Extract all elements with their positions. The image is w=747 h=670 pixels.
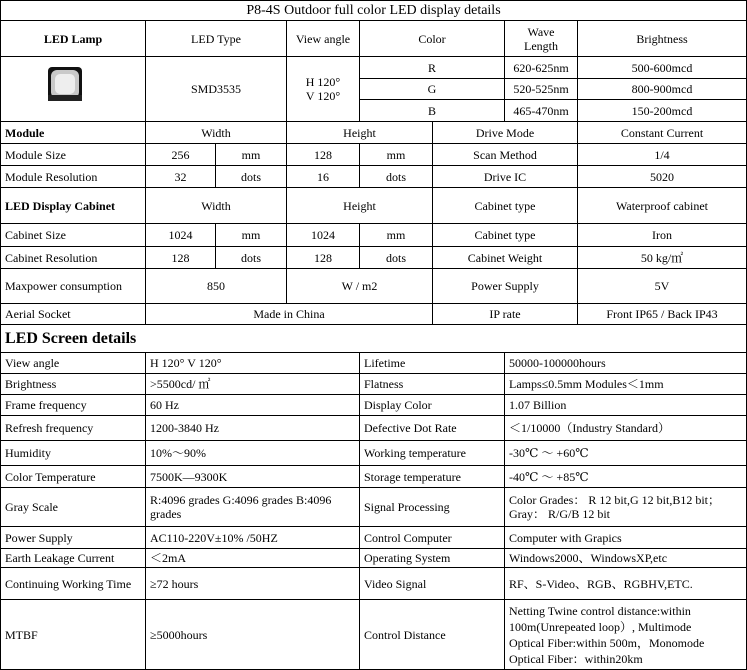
module-size-w: 256 <box>145 143 216 166</box>
power-supply-label: Power Supply <box>432 268 578 304</box>
view-angle-value <box>286 56 360 122</box>
ip-rate-value: Front IP65 / Back IP43 <box>577 303 747 325</box>
cabinet-type-label: Cabinet type <box>432 187 578 224</box>
module-res-w-unit: dots <box>215 165 287 188</box>
cabinet-size-label: Cabinet Size <box>0 223 146 247</box>
screen-power-supply-value: AC110-220V±10% /50HZ <box>145 526 360 549</box>
gray-scale-value <box>145 487 360 527</box>
gray-scale-line1: R:4096 grades G:4096 grades B:4096 <box>150 493 332 507</box>
color-temperature-label: Color Temperature <box>0 465 146 488</box>
lifetime-value: 50000-100000hours <box>504 352 747 374</box>
signal-processing-line2: Gray： R/G/B 12 bit <box>509 507 610 521</box>
display-color-label: Display Color <box>359 394 505 416</box>
module-res-label: Module Resolution <box>0 165 146 188</box>
control-distance-line1: Netting Twine control distance:within <box>509 603 691 618</box>
color-r: R <box>359 56 505 79</box>
storage-temperature-label: Storage temperature <box>359 465 505 488</box>
col-wave-length <box>504 20 578 57</box>
view-angle-label: View angle <box>0 352 146 374</box>
cabinet-width-header: Width <box>145 187 287 224</box>
scan-method-value: 1/4 <box>577 143 747 166</box>
cabinet-size-h: 1024 <box>286 223 360 247</box>
cabinet-size-w: 1024 <box>145 223 216 247</box>
defective-dot-rate-label: Defective Dot Rate <box>359 415 505 441</box>
brightness-label: Brightness <box>0 373 146 395</box>
module-width-header: Width <box>145 121 287 144</box>
lamp-header: LED Lamp <box>0 20 146 57</box>
color-temperature-value: 7500K—9300K <box>145 465 360 488</box>
continuing-working-time-label: Continuing Working Time <box>0 567 146 600</box>
color-b: B <box>359 99 505 122</box>
cabinet-size-w-unit: mm <box>215 223 287 247</box>
refresh-frequency-value: 1200-3840 Hz <box>145 415 360 441</box>
wave-b: 465-470nm <box>504 99 578 122</box>
video-signal-label: Video Signal <box>359 567 505 600</box>
module-size-h: 128 <box>286 143 360 166</box>
col-view-angle: View angle <box>286 20 360 57</box>
working-temperature-value: -30℃ ～ +60℃ <box>504 440 747 466</box>
humidity-value: 10%～90% <box>145 440 360 466</box>
earth-leakage-label: Earth Leakage Current <box>0 548 146 568</box>
max-power-label: Maxpower consumption <box>0 268 146 304</box>
control-distance-line2: 100m(Unrepeated loop）, Multimode <box>509 619 692 634</box>
module-res-w: 32 <box>145 165 216 188</box>
cabinet-res-h-unit: dots <box>359 246 433 269</box>
module-res-h: 16 <box>286 165 360 188</box>
operating-system-value: Windows2000、WindowsXP,etc <box>504 548 747 568</box>
frame-frequency-value: 60 Hz <box>145 394 360 416</box>
control-computer-value: Computer with Grapics <box>504 526 747 549</box>
view-angle-detail: H 120° V 120° <box>145 352 360 374</box>
flatness-label: Flatness <box>359 373 505 395</box>
drive-ic-value: 5020 <box>577 165 747 188</box>
cabinet-type-value-2: Iron <box>577 223 747 247</box>
flatness-value: Lamps≤0.5mm Modules＜1mm <box>504 373 747 395</box>
gray-scale-line2: grades <box>150 507 182 521</box>
bright-r: 500-600mcd <box>577 56 747 79</box>
mtbf-label: MTBF <box>0 599 146 670</box>
frame-frequency-label: Frame frequency <box>0 394 146 416</box>
cabinet-size-h-unit: mm <box>359 223 433 247</box>
col-wave-line2: Length <box>524 38 558 53</box>
aerial-socket-value: Made in China <box>145 303 433 325</box>
table-title: P8-4S Outdoor full color LED display details <box>0 0 747 21</box>
signal-processing-label: Signal Processing <box>359 487 505 527</box>
col-color: Color <box>359 20 505 57</box>
cabinet-type-value: Waterproof cabinet <box>577 187 747 224</box>
led-lamp-image <box>46 65 84 103</box>
wave-r: 620-625nm <box>504 56 578 79</box>
defective-dot-rate-value: ＜1/10000（Industry Standard） <box>504 415 747 441</box>
refresh-frequency-label: Refresh frequency <box>0 415 146 441</box>
cabinet-res-label: Cabinet Resolution <box>0 246 146 269</box>
signal-processing-value <box>504 487 747 527</box>
led-type-value: SMD3535 <box>145 56 287 122</box>
col-wave-line1: Wave <box>527 24 555 39</box>
cabinet-res-h: 128 <box>286 246 360 269</box>
color-g: G <box>359 78 505 100</box>
power-supply-value: 5V <box>577 268 747 304</box>
screen-details-header: LED Screen details <box>0 324 747 353</box>
drive-mode-label: Drive Mode <box>432 121 578 144</box>
module-res-h-unit: dots <box>359 165 433 188</box>
bright-b: 150-200mcd <box>577 99 747 122</box>
module-size-label: Module Size <box>0 143 146 166</box>
video-signal-value: RF、S-Video、RGB、RGBHV,ETC. <box>504 567 747 600</box>
earth-leakage-value: ＜2mA <box>145 548 360 568</box>
module-height-header: Height <box>286 121 433 144</box>
bright-g: 800-900mcd <box>577 78 747 100</box>
cabinet-type-label-2: Cabinet type <box>432 223 578 247</box>
humidity-label: Humidity <box>0 440 146 466</box>
storage-temperature-value: -40℃ ～ +85℃ <box>504 465 747 488</box>
mtbf-value: ≥5000hours <box>145 599 360 670</box>
control-distance-line4: Optical Fiber：within20km <box>509 651 643 666</box>
cabinet-header: LED Display Cabinet <box>0 187 146 224</box>
signal-processing-line1: Color Grades： R 12 bit,G 12 bit,B12 bit； <box>509 493 720 507</box>
screen-power-supply-label: Power Supply <box>0 526 146 549</box>
cabinet-weight-label: Cabinet Weight <box>432 246 578 269</box>
lifetime-label: Lifetime <box>359 352 505 374</box>
ip-rate-label: IP rate <box>432 303 578 325</box>
max-power-value: 850 <box>145 268 287 304</box>
col-brightness: Brightness <box>577 20 747 57</box>
cabinet-res-w-unit: dots <box>215 246 287 269</box>
control-computer-label: Control Computer <box>359 526 505 549</box>
display-color-value: 1.07 Billion <box>504 394 747 416</box>
control-distance-value <box>504 599 747 670</box>
control-distance-label: Control Distance <box>359 599 505 670</box>
drive-mode-value: Constant Current <box>577 121 747 144</box>
brightness-value: >5500cd/ ㎡ <box>145 373 360 395</box>
gray-scale-label: Gray Scale <box>0 487 146 527</box>
aerial-socket-label: Aerial Socket <box>0 303 146 325</box>
module-size-h-unit: mm <box>359 143 433 166</box>
module-header: Module <box>0 121 146 144</box>
col-led-type: LED Type <box>145 20 287 57</box>
control-distance-line3: Optical Fiber:within 500m，Monomode <box>509 635 705 650</box>
max-power-unit: W / m2 <box>286 268 433 304</box>
module-size-w-unit: mm <box>215 143 287 166</box>
continuing-working-time-value: ≥72 hours <box>145 567 360 600</box>
operating-system-label: Operating System <box>359 548 505 568</box>
wave-g: 520-525nm <box>504 78 578 100</box>
drive-ic-label: Drive IC <box>432 165 578 188</box>
view-angle-v: V 120° <box>305 89 341 103</box>
cabinet-weight-value: 50 kg/㎡ <box>577 246 747 269</box>
cabinet-height-header: Height <box>286 187 433 224</box>
working-temperature-label: Working temperature <box>359 440 505 466</box>
cabinet-res-w: 128 <box>145 246 216 269</box>
scan-method-label: Scan Method <box>432 143 578 166</box>
view-angle-h: H 120° <box>305 75 341 89</box>
